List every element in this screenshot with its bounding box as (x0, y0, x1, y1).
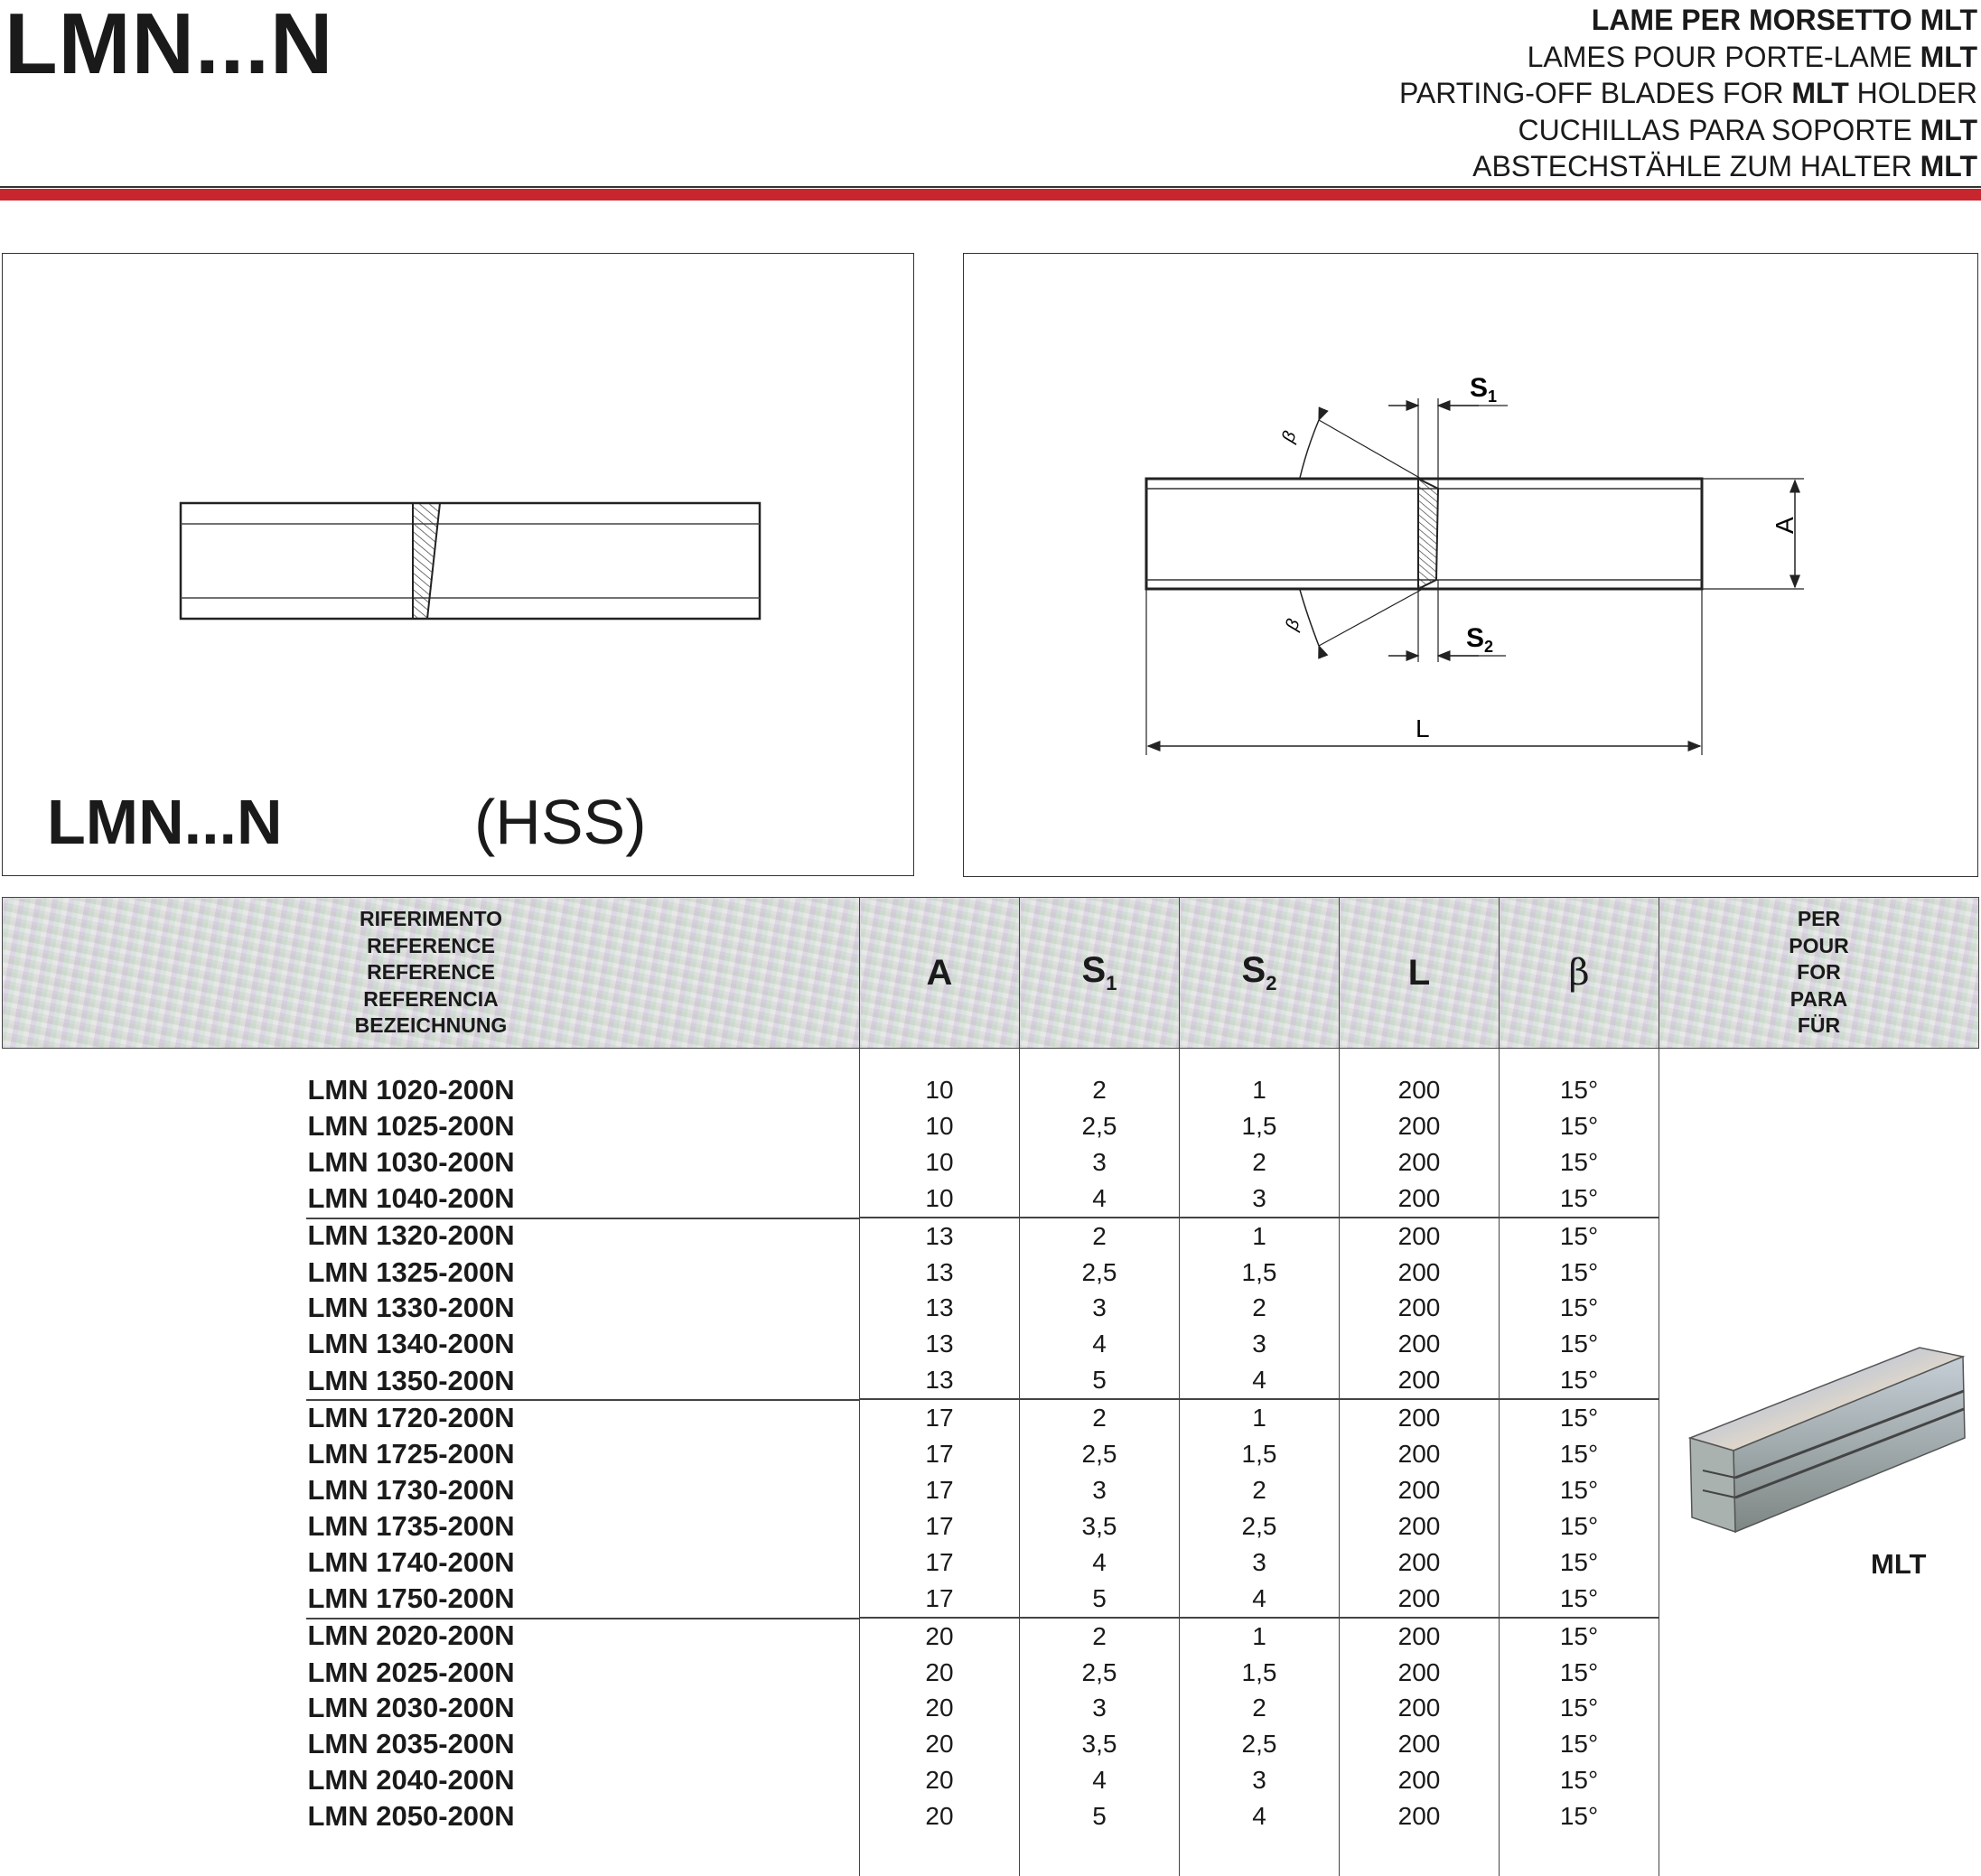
cell-ref: LMN 1330-200N (3, 1290, 860, 1326)
cell-l: 200 (1340, 1508, 1500, 1545)
beta-top-label: β (1278, 428, 1301, 445)
cell-l: 200 (1340, 1255, 1500, 1291)
cell-s2: 1 (1180, 1399, 1340, 1436)
cell-beta: 15° (1500, 1762, 1659, 1798)
l-header: L (1340, 898, 1500, 1049)
cell-beta: 15° (1500, 1508, 1659, 1545)
cell-l: 200 (1340, 1655, 1500, 1691)
cell-s1: 2,5 (1020, 1108, 1180, 1144)
cell-a: 17 (860, 1472, 1020, 1508)
cell-beta: 15° (1500, 1798, 1659, 1834)
cell-s2: 2 (1180, 1690, 1340, 1726)
page-title: LMN...N (5, 0, 333, 94)
cell-beta: 15° (1500, 1218, 1659, 1255)
cell-l: 200 (1340, 1690, 1500, 1726)
subtitle-line: CUCHILLAS PARA SOPORTE MLT (1399, 112, 1977, 149)
beta-bottom-label: β (1282, 616, 1304, 633)
cell-l: 200 (1340, 1399, 1500, 1436)
cell-s1: 2 (1020, 1049, 1180, 1108)
cell-l: 200 (1340, 1726, 1500, 1762)
cell-a: 20 (860, 1655, 1020, 1691)
cell-a: 13 (860, 1218, 1020, 1255)
cell-ref: LMN 1730-200N (3, 1472, 860, 1508)
cell-l: 200 (1340, 1181, 1500, 1218)
reference-header (3, 898, 860, 1049)
cell-l: 200 (1340, 1545, 1500, 1581)
cell-ref: LMN 1735-200N (3, 1508, 860, 1545)
subtitle-line: LAME PER MORSETTO MLT (1399, 2, 1977, 39)
cell-l: 200 (1340, 1472, 1500, 1508)
cell-s2: 2,5 (1180, 1508, 1340, 1545)
cell-a: 10 (860, 1181, 1020, 1218)
cell-l: 200 (1340, 1362, 1500, 1399)
cell-l: 200 (1340, 1762, 1500, 1798)
cell-s2: 2 (1180, 1144, 1340, 1181)
cell-s2: 2,5 (1180, 1726, 1340, 1762)
s2-header: $S_2$ (1180, 898, 1340, 1049)
cell-s1: 2 (1020, 1218, 1180, 1255)
cell-s2: 3 (1180, 1181, 1340, 1218)
cell-s1: 4 (1020, 1181, 1180, 1218)
cell-a: 20 (860, 1798, 1020, 1834)
cell-a: 13 (860, 1326, 1020, 1362)
cell-s2: 4 (1180, 1362, 1340, 1399)
cell-ref: LMN 2030-200N (3, 1690, 860, 1726)
cell-a: 13 (860, 1290, 1020, 1326)
cell-beta: 15° (1500, 1181, 1659, 1218)
reference-header-line: REFERENCE (3, 933, 859, 960)
cell-beta: 15° (1500, 1255, 1659, 1291)
cell-s2: 2 (1180, 1472, 1340, 1508)
cell-ref: LMN 1040-200N (3, 1181, 860, 1218)
cell-s2: 4 (1180, 1798, 1340, 1834)
cell-beta: 15° (1500, 1399, 1659, 1436)
cell-beta: 15° (1500, 1472, 1659, 1508)
a-label: A (1771, 517, 1799, 534)
dimension-diagram (964, 254, 1977, 876)
per-header-line: POUR (1659, 933, 1978, 960)
l-label: L (1416, 714, 1430, 742)
cell-l: 200 (1340, 1049, 1500, 1108)
cell-s2: 1 (1180, 1618, 1340, 1655)
cell-ref: LMN 2025-200N (3, 1655, 860, 1691)
cell-beta: 15° (1500, 1326, 1659, 1362)
cell-s2: 3 (1180, 1762, 1340, 1798)
cell-a: 13 (860, 1255, 1020, 1291)
cell-ref: LMN 2020-200N (3, 1618, 860, 1655)
cell-beta: 15° (1500, 1049, 1659, 1108)
mlt-holder-illustration (1683, 1344, 1972, 1538)
cell-s1: 3 (1020, 1472, 1180, 1508)
cell-l: 200 (1340, 1144, 1500, 1181)
cell-a: 17 (860, 1581, 1020, 1618)
cell-s2: 4 (1180, 1581, 1340, 1618)
title-accent-bar (0, 189, 1981, 201)
s2-label: $S_2$ (1466, 623, 1493, 656)
cell-ref: LMN 2050-200N (3, 1798, 860, 1834)
cell-a: 20 (860, 1618, 1020, 1655)
cell-beta: 15° (1500, 1581, 1659, 1618)
cell-s2: 1,5 (1180, 1436, 1340, 1472)
cell-s1: 2 (1020, 1618, 1180, 1655)
a-header: A (860, 898, 1020, 1049)
cell-ref: LMN 1320-200N (3, 1218, 860, 1255)
cell-l: 200 (1340, 1218, 1500, 1255)
cell-beta: 15° (1500, 1362, 1659, 1399)
cell-ref: LMN 1720-200N (3, 1399, 860, 1436)
reference-header-line: REFERENCIA (3, 986, 859, 1013)
cell-l: 200 (1340, 1618, 1500, 1655)
cell-s1: 2,5 (1020, 1655, 1180, 1691)
cell-ref: LMN 1725-200N (3, 1436, 860, 1472)
cell-beta: 15° (1500, 1108, 1659, 1144)
cell-beta: 15° (1500, 1690, 1659, 1726)
cell-ref: LMN 2040-200N (3, 1762, 860, 1798)
cell-a: 13 (860, 1362, 1020, 1399)
cell-ref: LMN 1350-200N (3, 1362, 860, 1399)
cell-s2: 3 (1180, 1545, 1340, 1581)
cell-s2: 3 (1180, 1326, 1340, 1362)
subtitle-line: LAMES POUR PORTE-LAME MLT (1399, 39, 1977, 76)
blade-side-drawing (3, 254, 913, 875)
table-header-row (3, 898, 1979, 1049)
title-divider (0, 186, 1981, 188)
cell-a: 17 (860, 1545, 1020, 1581)
material-label: (HSS) (474, 786, 647, 858)
cell-s2: 1,5 (1180, 1655, 1340, 1691)
dimension-diagram-panel (963, 253, 1978, 877)
cell-s1: 3 (1020, 1290, 1180, 1326)
cell-ref: LMN 1020-200N (3, 1049, 860, 1108)
cell-s1: 4 (1020, 1326, 1180, 1362)
spec-table-container (2, 897, 1978, 1858)
cell-beta: 15° (1500, 1545, 1659, 1581)
cell-s1: 2 (1020, 1399, 1180, 1436)
cell-a: 17 (860, 1436, 1020, 1472)
cell-beta: 15° (1500, 1655, 1659, 1691)
cell-s1: 5 (1020, 1581, 1180, 1618)
holder-label: MLT (1871, 1548, 1926, 1581)
cell-s1: 4 (1020, 1545, 1180, 1581)
cell-a: 10 (860, 1108, 1020, 1144)
cell-l: 200 (1340, 1326, 1500, 1362)
table-row (3, 1049, 1979, 1108)
cell-l: 200 (1340, 1798, 1500, 1834)
cell-a: 17 (860, 1399, 1020, 1436)
cell-a: 17 (860, 1508, 1020, 1545)
cell-s2: 1 (1180, 1049, 1340, 1108)
blade-view-panel (2, 253, 914, 876)
cell-beta: 15° (1500, 1618, 1659, 1655)
cell-a: 20 (860, 1762, 1020, 1798)
cell-ref: LMN 1025-200N (3, 1108, 860, 1144)
cell-ref: LMN 1750-200N (3, 1581, 860, 1618)
per-header-line: PER (1659, 906, 1978, 933)
cell-a: 20 (860, 1690, 1020, 1726)
cell-s1: 5 (1020, 1798, 1180, 1834)
per-header-line: PARA (1659, 986, 1978, 1013)
cell-a: 20 (860, 1726, 1020, 1762)
cell-s1: 3 (1020, 1144, 1180, 1181)
s1-label: $S_1$ (1470, 373, 1497, 406)
cell-ref: LMN 1740-200N (3, 1545, 860, 1581)
per-header (1659, 898, 1979, 1049)
beta-header: β (1500, 898, 1659, 1049)
cell-ref: LMN 1030-200N (3, 1144, 860, 1181)
cell-s1: 2,5 (1020, 1436, 1180, 1472)
cell-a: 10 (860, 1049, 1020, 1108)
s1-header: $S_1$ (1020, 898, 1180, 1049)
cell-s1: 3,5 (1020, 1508, 1180, 1545)
cell-s2: 1,5 (1180, 1255, 1340, 1291)
cell-s1: 4 (1020, 1762, 1180, 1798)
cell-beta: 15° (1500, 1726, 1659, 1762)
reference-header-line: RIFERIMENTO (3, 906, 859, 933)
cell-l: 200 (1340, 1436, 1500, 1472)
reference-header-line: REFERENCE (3, 959, 859, 986)
subtitle-line: ABSTECHSTÄHLE ZUM HALTER MLT (1399, 148, 1977, 185)
cell-l: 200 (1340, 1581, 1500, 1618)
cell-s2: 1 (1180, 1218, 1340, 1255)
reference-header-line: BEZEICHNUNG (3, 1013, 859, 1040)
cell-beta: 15° (1500, 1290, 1659, 1326)
cell-s1: 3 (1020, 1690, 1180, 1726)
subtitle-line: PARTING-OFF BLADES FOR MLT HOLDER (1399, 75, 1977, 112)
cell-a: 10 (860, 1144, 1020, 1181)
cell-s1: 5 (1020, 1362, 1180, 1399)
cell-ref: LMN 1340-200N (3, 1326, 860, 1362)
cell-l: 200 (1340, 1290, 1500, 1326)
cell-s2: 2 (1180, 1290, 1340, 1326)
per-header-line: FOR (1659, 959, 1978, 986)
per-header-line: FÜR (1659, 1013, 1978, 1040)
cell-beta: 15° (1500, 1436, 1659, 1472)
cell-ref: LMN 2035-200N (3, 1726, 860, 1762)
cell-ref: LMN 1325-200N (3, 1255, 860, 1291)
cell-l: 200 (1340, 1108, 1500, 1144)
product-code-label: LMN...N (47, 786, 283, 858)
cell-s1: 2,5 (1020, 1255, 1180, 1291)
subtitle-block (1399, 2, 1977, 185)
cell-s1: 3,5 (1020, 1726, 1180, 1762)
cell-beta: 15° (1500, 1144, 1659, 1181)
cell-s2: 1,5 (1180, 1108, 1340, 1144)
